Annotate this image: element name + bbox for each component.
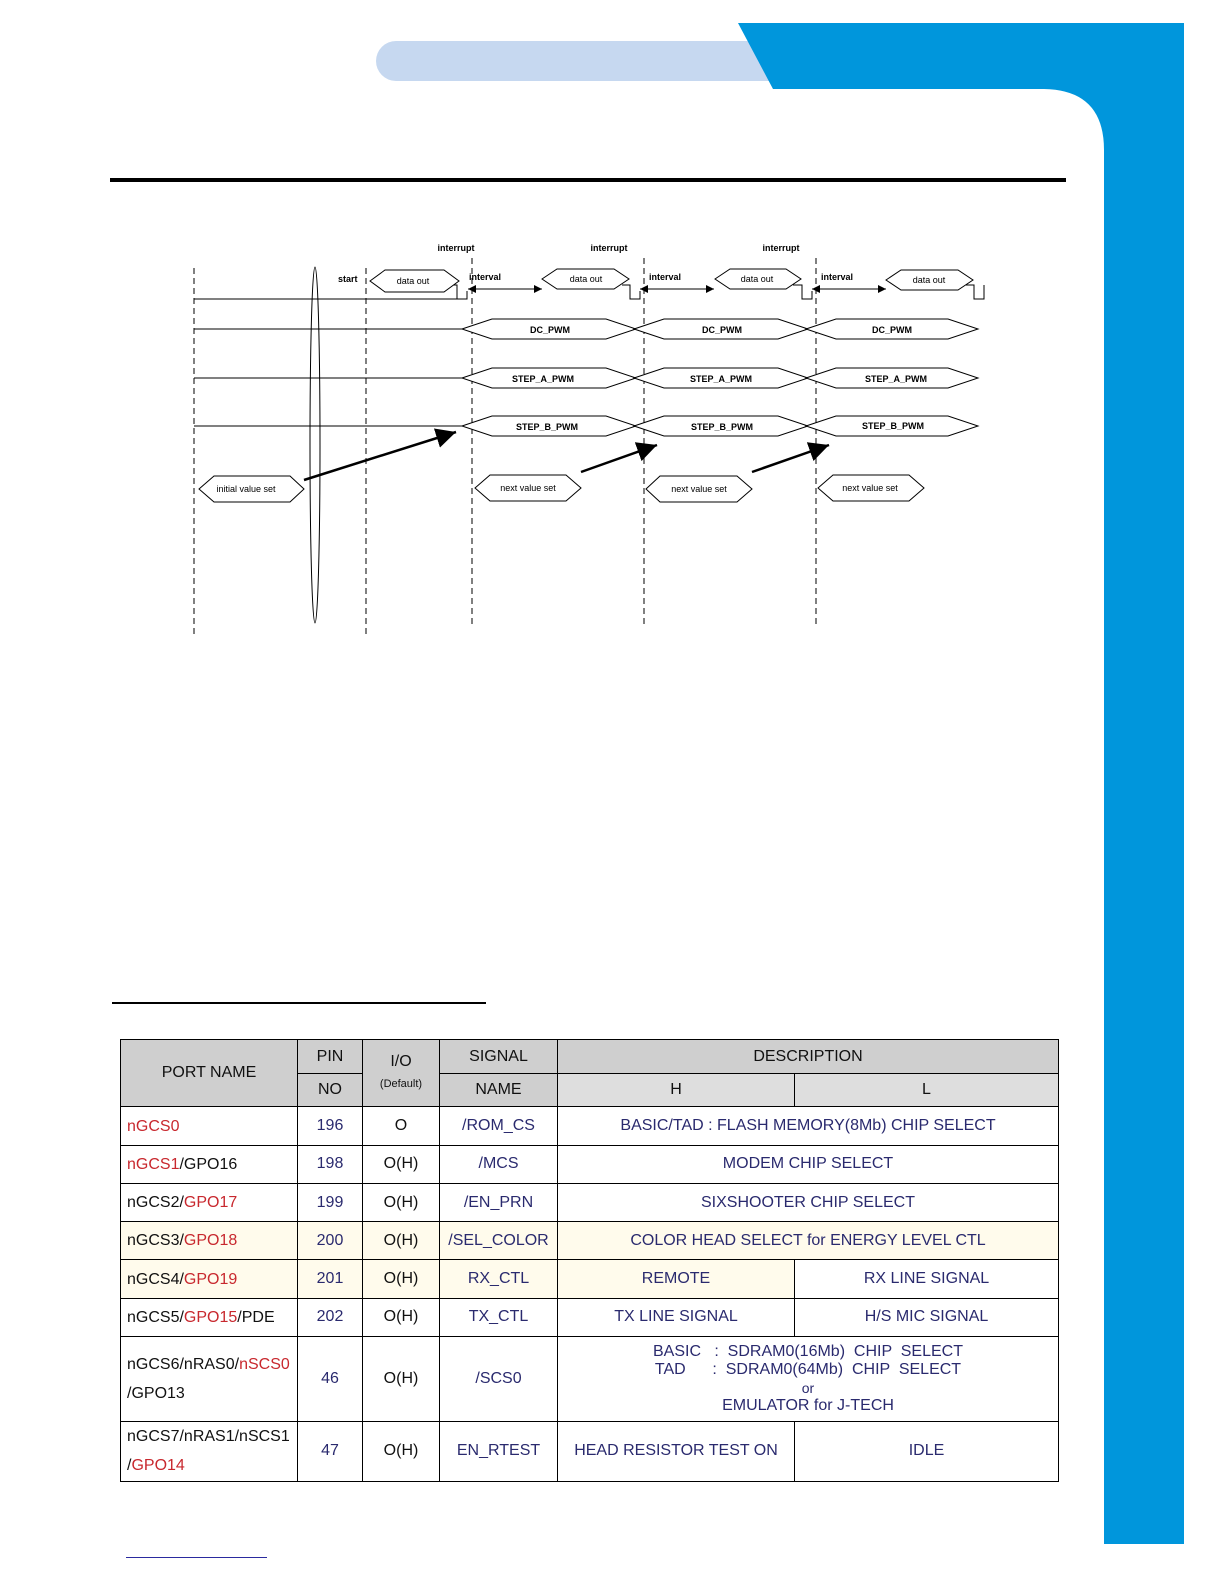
dc-pwm-label: DC_PWM xyxy=(702,325,742,335)
value-set-arrow xyxy=(304,432,456,480)
data-out-label: data out xyxy=(740,274,774,284)
interval-label: interval xyxy=(649,272,682,282)
port-name-part: nGCS5/ xyxy=(127,1308,184,1326)
port-name-cell xyxy=(121,1336,298,1421)
next-value-label: next value set xyxy=(500,483,556,493)
step-a-pwm-label: STEP_A_PWM xyxy=(511,374,575,384)
description-line: TAD : SDRAM0(64Mb) CHIP SELECT xyxy=(654,1360,962,1378)
pin-cell: 201 xyxy=(298,1260,363,1298)
port-name-part: GPO18 xyxy=(183,1232,238,1250)
port-name-line xyxy=(127,1422,297,1451)
port-name-part: GPO15 xyxy=(183,1308,238,1326)
data-out-tail xyxy=(966,285,984,299)
signal-cell: RX_CTL xyxy=(440,1260,558,1298)
io-cell: O(H) xyxy=(363,1145,440,1183)
description-h-cell: HEAD RESISTOR TEST ON xyxy=(558,1421,795,1482)
l-header: L xyxy=(795,1074,1059,1107)
io-cell: O xyxy=(363,1107,440,1145)
next-value-label: next value set xyxy=(671,484,727,494)
dc-pwm-label: DC_PWM xyxy=(872,325,912,335)
step-a-pwm-label: STEP_A_PWM xyxy=(864,374,928,384)
io-cell: O(H) xyxy=(363,1421,440,1482)
no-header: NO xyxy=(298,1074,363,1107)
description-cell: BASIC/TAD : FLASH MEMORY(8Mb) CHIP SELECT xyxy=(558,1107,1059,1145)
time-break-ellipse xyxy=(310,267,320,623)
interrupt-label: interrupt xyxy=(437,243,475,253)
signal-cell: /SCS0 xyxy=(440,1336,558,1421)
port-name-cell xyxy=(121,1260,298,1298)
port-name-part: nGCS6/nRAS0/ xyxy=(127,1355,240,1373)
port-name-part: nGCS1 xyxy=(127,1155,180,1173)
description-line: BASIC : SDRAM0(16Mb) CHIP SELECT xyxy=(652,1342,963,1360)
io-cell: O(H) xyxy=(363,1222,440,1260)
port-name-header: PORT NAME xyxy=(121,1040,298,1107)
pin-cell: 200 xyxy=(298,1222,363,1260)
dc-pwm-label: DC_PWM xyxy=(530,325,570,335)
name-header: NAME xyxy=(440,1074,558,1107)
pin-cell: 199 xyxy=(298,1183,363,1221)
port-name-line xyxy=(127,1451,297,1480)
port-name-cell xyxy=(121,1421,298,1482)
io-default-label: (Default) xyxy=(379,1078,423,1091)
pin-header: PIN xyxy=(298,1040,363,1074)
port-name-part: nGCS3/ xyxy=(127,1232,184,1250)
initial-value-label: initial value set xyxy=(216,484,276,494)
io-header xyxy=(363,1040,440,1107)
port-name-part: GPO17 xyxy=(183,1194,238,1212)
port-name-part: nSCS0 xyxy=(239,1355,290,1373)
description-cell: SIXSHOOTER CHIP SELECT xyxy=(558,1183,1059,1221)
port-name-cell xyxy=(121,1222,298,1260)
description-cell: MODEM CHIP SELECT xyxy=(558,1145,1059,1183)
port-name-cell xyxy=(121,1298,298,1336)
next-value-label: next value set xyxy=(842,483,898,493)
port-name-part: / xyxy=(127,1457,132,1475)
port-name-part: GPO14 xyxy=(131,1457,185,1475)
signal-header: SIGNAL xyxy=(440,1040,558,1074)
io-cell: O(H) xyxy=(363,1260,440,1298)
port-name-part: nGCS4/ xyxy=(127,1270,184,1288)
section-rule xyxy=(112,1002,486,1004)
data-out-label: data out xyxy=(569,274,603,284)
port-name-part: /GPO13 xyxy=(127,1384,185,1402)
port-name-part: nGCS7/nRAS1/nSCS1 xyxy=(127,1428,290,1446)
table-row xyxy=(121,1183,1059,1221)
description-cell xyxy=(558,1336,1059,1421)
interrupt-label: interrupt xyxy=(590,243,628,253)
table-row xyxy=(121,1336,1059,1421)
pin-cell: 196 xyxy=(298,1107,363,1145)
io-cell: O(H) xyxy=(363,1298,440,1336)
interrupt-label: interrupt xyxy=(762,243,800,253)
port-name-cell xyxy=(121,1145,298,1183)
pin-cell: 198 xyxy=(298,1145,363,1183)
port-table xyxy=(120,1039,1059,1482)
description-l-cell: H/S MIC SIGNAL xyxy=(795,1298,1059,1336)
description-line: EMULATOR for J-TECH xyxy=(722,1396,894,1414)
description-cell: COLOR HEAD SELECT for ENERGY LEVEL CTL xyxy=(558,1222,1059,1260)
description-line: or xyxy=(801,1379,815,1396)
port-name-line xyxy=(127,1379,297,1408)
io-cell: O(H) xyxy=(363,1336,440,1421)
h-header: H xyxy=(558,1074,795,1107)
timing-diagram xyxy=(0,0,1224,680)
description-l-cell: IDLE xyxy=(795,1421,1059,1482)
data-out-label: data out xyxy=(912,275,946,285)
table-row xyxy=(121,1298,1059,1336)
step-a-pwm-label: STEP_A_PWM xyxy=(689,374,753,384)
pin-cell: 46 xyxy=(298,1336,363,1421)
interval-label: interval xyxy=(821,272,854,282)
table-header-row xyxy=(121,1040,1059,1074)
signal-cell: /EN_PRN xyxy=(440,1183,558,1221)
data-out-tail xyxy=(793,285,812,299)
description-h-cell: REMOTE xyxy=(558,1260,795,1298)
step-b-pwm-label: STEP_B_PWM xyxy=(690,422,754,432)
description-header: DESCRIPTION xyxy=(558,1040,1059,1074)
table-row xyxy=(121,1145,1059,1183)
pin-cell: 47 xyxy=(298,1421,363,1482)
table-row xyxy=(121,1421,1059,1482)
table-row xyxy=(121,1222,1059,1260)
signal-cell: /SEL_COLOR xyxy=(440,1222,558,1260)
table-row xyxy=(121,1107,1059,1145)
io-header-label: I/O xyxy=(390,1053,412,1071)
port-name-cell xyxy=(121,1107,298,1145)
port-name-cell xyxy=(121,1183,298,1221)
signal-cell: /MCS xyxy=(440,1145,558,1183)
port-name-part: nGCS2/ xyxy=(127,1194,184,1212)
port-name-part: nGCS0 xyxy=(127,1117,180,1135)
start-label: start xyxy=(338,274,358,284)
data-out-label: data out xyxy=(396,276,430,286)
value-set-arrow xyxy=(581,445,657,472)
port-name-line xyxy=(127,1350,297,1379)
port-name-part: /GPO16 xyxy=(179,1155,238,1173)
pin-cell: 202 xyxy=(298,1298,363,1336)
port-name-part: /PDE xyxy=(237,1308,275,1326)
data-out-tail xyxy=(622,285,640,299)
value-set-arrow xyxy=(752,445,829,472)
signal-cell: EN_RTEST xyxy=(440,1421,558,1482)
description-l-cell: RX LINE SIGNAL xyxy=(795,1260,1059,1298)
step-b-pwm-label: STEP_B_PWM xyxy=(515,422,579,432)
footer-rule xyxy=(126,1557,267,1558)
signal-cell: /ROM_CS xyxy=(440,1107,558,1145)
description-h-cell: TX LINE SIGNAL xyxy=(558,1298,795,1336)
port-name-part: GPO19 xyxy=(183,1270,238,1288)
table-row xyxy=(121,1260,1059,1298)
signal-cell: TX_CTL xyxy=(440,1298,558,1336)
io-cell: O(H) xyxy=(363,1183,440,1221)
interval-label: interval xyxy=(469,272,502,282)
step-b-pwm-label: STEP_B_PWM xyxy=(861,421,925,431)
